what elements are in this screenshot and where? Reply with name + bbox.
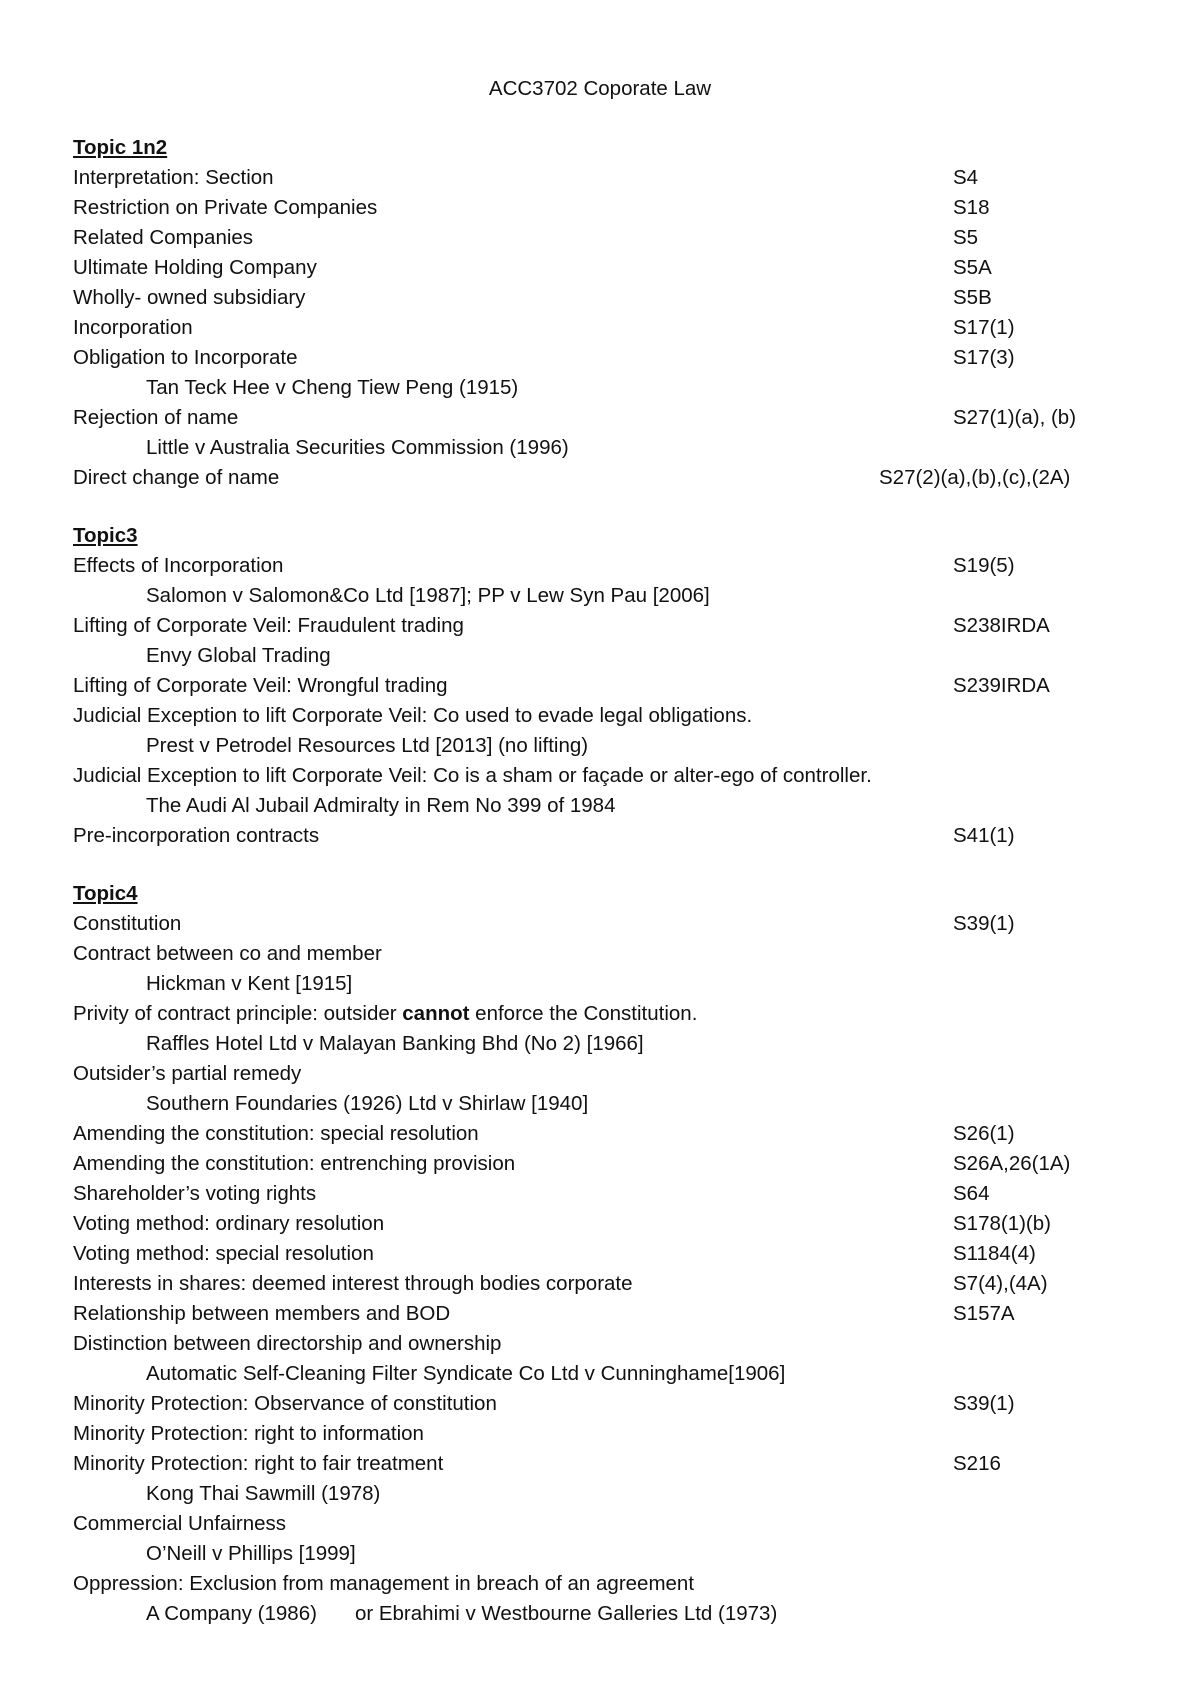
entry-row xyxy=(73,1149,1173,1179)
section-reference: S238IRDA xyxy=(953,614,1050,637)
case-row xyxy=(73,1599,1173,1629)
entry-row xyxy=(73,939,1173,969)
entry-row xyxy=(73,1119,1173,1149)
entry-label: Lifting of Corporate Veil: Fraudulent trading xyxy=(73,614,464,637)
entry-label: Voting method: special resolution xyxy=(73,1242,374,1265)
case-row xyxy=(73,433,1173,463)
section-reference: S39(1) xyxy=(953,912,1015,935)
topic-section xyxy=(73,133,1173,493)
case-row xyxy=(73,581,1173,611)
entry-label: Commercial Unfairness xyxy=(73,1512,287,1535)
entry-row xyxy=(73,821,1173,851)
entry-row xyxy=(73,761,1173,791)
section-reference: S1184(4) xyxy=(953,1242,1036,1265)
entry-label: Oppression: Exclusion from management in breach of an agreement xyxy=(73,1572,695,1595)
section-reference: S39(1) xyxy=(953,1392,1015,1415)
entry-label: Judicial Exception to lift Corporate Veil: Co used to evade legal obligations. xyxy=(73,704,753,727)
entry-row xyxy=(73,193,1173,223)
section-reference: S216 xyxy=(953,1452,1001,1475)
entry-label: Minority Protection: right to fair treatment xyxy=(73,1452,444,1475)
entry-label: Voting method: ordinary resolution xyxy=(73,1212,385,1235)
case-citation: Automatic Self-Cleaning Filter Syndicate Co Ltd v Cunninghame[1906] xyxy=(146,1362,786,1385)
entry-label: Contract between co and member xyxy=(73,942,382,965)
entry-row xyxy=(73,313,1173,343)
case-row xyxy=(73,1359,1173,1389)
case-row xyxy=(73,731,1173,761)
section-reference: S26A,26(1A) xyxy=(953,1152,1071,1175)
entry-label: Constitution xyxy=(73,912,182,935)
case-citation: Salomon v Salomon&Co Ltd [1987]; PP v Lew Syn Pau [2006] xyxy=(146,584,710,607)
case-citation-part: or Ebrahimi v Westbourne Galleries Ltd (1973) xyxy=(354,1602,778,1625)
topic-section xyxy=(73,521,1173,851)
emphasis-text: cannot xyxy=(402,1002,470,1025)
entry-label: Restriction on Private Companies xyxy=(73,196,378,219)
entry-row xyxy=(73,223,1173,253)
entry-label: Interests in shares: deemed interest through bodies corporate xyxy=(73,1272,633,1295)
case-citation: Little v Australia Securities Commission (1996) xyxy=(146,436,569,459)
section-reference: S17(3) xyxy=(953,346,1015,369)
entry-label: Pre-incorporation contracts xyxy=(73,824,320,847)
entry-row xyxy=(73,253,1173,283)
entry-row xyxy=(73,1209,1173,1239)
section-reference: S64 xyxy=(953,1182,990,1205)
entry-row xyxy=(73,999,1173,1029)
entry-row xyxy=(73,551,1173,581)
case-row xyxy=(73,1089,1173,1119)
entry-row xyxy=(73,1179,1173,1209)
section-reference: S18 xyxy=(953,196,990,219)
entry-label: Related Companies xyxy=(73,226,254,249)
entry-row xyxy=(73,1389,1173,1419)
case-citation: O’Neill v Phillips [1999] xyxy=(146,1542,356,1565)
section-reference: S7(4),(4A) xyxy=(953,1272,1048,1295)
entry-row xyxy=(73,1509,1173,1539)
case-row xyxy=(73,373,1173,403)
topic-heading: Topic 1n2 xyxy=(73,136,168,159)
entry-row xyxy=(73,1419,1173,1449)
entry-label: Obligation to Incorporate xyxy=(73,346,298,369)
entry-row xyxy=(73,1299,1173,1329)
section-reference: S239IRDA xyxy=(953,674,1050,697)
entry-label: Ultimate Holding Company xyxy=(73,256,317,279)
entry-row xyxy=(73,1569,1173,1599)
document-title: ACC3702 Coporate Law xyxy=(488,77,712,100)
entry-label: Minority Protection: Observance of constitution xyxy=(73,1392,497,1415)
entry-row xyxy=(73,1239,1173,1269)
entry-row xyxy=(73,1329,1173,1359)
case-citation: Kong Thai Sawmill (1978) xyxy=(146,1482,381,1505)
section-reference: S27(2)(a),(b),(c),(2A) xyxy=(879,466,1071,489)
case-citation: Tan Teck Hee v Cheng Tiew Peng (1915) xyxy=(146,376,519,399)
case-row xyxy=(73,1539,1173,1569)
entry-label xyxy=(73,999,697,1029)
case-row xyxy=(73,1029,1173,1059)
entry-row xyxy=(73,671,1173,701)
case-row xyxy=(73,641,1173,671)
entry-label: Outsider’s partial remedy xyxy=(73,1062,302,1085)
entry-label: Distinction between directorship and ownership xyxy=(73,1332,502,1355)
topic-heading: Topic4 xyxy=(73,882,138,905)
section-reference: S19(5) xyxy=(953,554,1015,577)
entry-row xyxy=(73,701,1173,731)
entry-row xyxy=(73,283,1173,313)
entry-label-part: enforce the Constitution. xyxy=(469,1002,698,1025)
entry-row xyxy=(73,611,1173,641)
case-citation: Prest v Petrodel Resources Ltd [2013] (no lifting) xyxy=(146,734,589,757)
entry-label: Amending the constitution: special resolution xyxy=(73,1122,479,1145)
entry-row xyxy=(73,1269,1173,1299)
entry-row xyxy=(73,343,1173,373)
entry-row xyxy=(73,1449,1173,1479)
section-reference: S5A xyxy=(953,256,992,279)
case-citation: Hickman v Kent [1915] xyxy=(146,972,353,995)
section-reference: S5 xyxy=(953,226,979,249)
entry-label: Relationship between members and BOD xyxy=(73,1302,451,1325)
entry-label: Wholly- owned subsidiary xyxy=(73,286,306,309)
section-reference: S5B xyxy=(953,286,992,309)
case-citation: Envy Global Trading xyxy=(146,644,331,667)
entry-label-part: Privity of contract principle: outsider xyxy=(73,1002,403,1025)
topic-heading: Topic3 xyxy=(73,524,138,547)
case-citation-part: A Company (1986) xyxy=(146,1602,317,1625)
entry-label: Amending the constitution: entrenching provision xyxy=(73,1152,516,1175)
entry-row xyxy=(73,463,1173,493)
section-reference: S4 xyxy=(953,166,979,189)
entry-label: Judicial Exception to lift Corporate Veil: Co is a sham or façade or alter-ego of controller. xyxy=(73,764,872,787)
section-reference: S157A xyxy=(953,1302,1015,1325)
entry-row xyxy=(73,909,1173,939)
section-reference: S178(1)(b) xyxy=(953,1212,1051,1235)
entry-label: Interpretation: Section xyxy=(73,166,274,189)
entry-label: Incorporation xyxy=(73,316,193,339)
entry-label: Rejection of name xyxy=(73,406,239,429)
case-citation: Southern Foundaries (1926) Ltd v Shirlaw [1940] xyxy=(146,1092,589,1115)
case-row xyxy=(73,969,1173,999)
section-reference: S41(1) xyxy=(953,824,1015,847)
section-reference: S27(1)(a), (b) xyxy=(953,406,1077,429)
case-citation xyxy=(146,1599,777,1629)
entry-label: Lifting of Corporate Veil: Wrongful trading xyxy=(73,674,448,697)
entry-row xyxy=(73,1059,1173,1089)
section-reference: S26(1) xyxy=(953,1122,1015,1145)
section-reference: S17(1) xyxy=(953,316,1015,339)
entry-label: Shareholder’s voting rights xyxy=(73,1182,317,1205)
entry-row xyxy=(73,403,1173,433)
entry-label: Direct change of name xyxy=(73,466,280,489)
case-row xyxy=(73,791,1173,821)
entry-row xyxy=(73,163,1173,193)
case-row xyxy=(73,1479,1173,1509)
topic-section xyxy=(73,879,1173,1629)
case-citation: The Audi Al Jubail Admiralty in Rem No 399 of 1984 xyxy=(146,794,616,817)
entry-label: Minority Protection: right to information xyxy=(73,1422,424,1445)
entry-label: Effects of Incorporation xyxy=(73,554,284,577)
case-citation: Raffles Hotel Ltd v Malayan Banking Bhd (No 2) [1966] xyxy=(146,1032,644,1055)
